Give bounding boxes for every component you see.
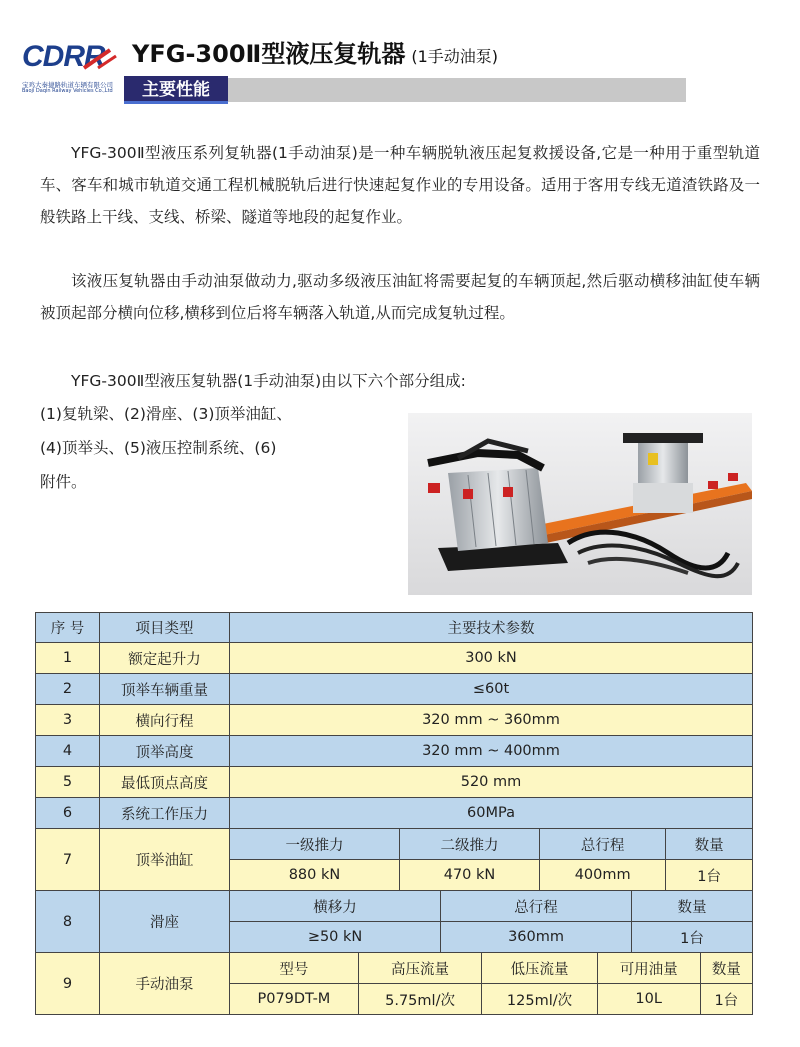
product-photo [408,413,752,595]
table-row-7-header [36,829,753,860]
parts-line-3: 附件。 [40,473,87,491]
logo-text: CDRR [22,40,105,73]
section-label: 主要性能 [124,76,228,104]
sub-value: 1台 [666,860,753,891]
sub-header: 横移力 [230,891,441,922]
page-title-sub: (1手动油泵) [411,47,499,66]
spec-table [35,612,753,1015]
table-header-row [36,613,753,643]
sub-value: 470 kN [399,860,539,891]
sub-value: 1台 [632,922,753,953]
row-no: 5 [36,767,100,798]
sub-header: 二级推力 [399,829,539,860]
row-no: 2 [36,674,100,705]
logo-subtitle-en: Baoji Daqin Railway Vehicles Co.,Ltd [22,88,113,94]
table-row [36,798,753,829]
sub-header: 数量 [666,829,753,860]
intro-paragraph: YFG-300Ⅱ型液压系列复轨器(1手动油泵)是一种车辆脱轨液压起复救援设备,它是一种用于重型轨道车、客车和城市轨道交通工程机械脱轨后进行快速起复作业的专用设备。适用于客用专线无道渣铁路及一般铁路上干线、支线、桥梁、隧道等地段的起复作业。 [40,144,760,226]
row-no: 4 [36,736,100,767]
sub-value: 10L [597,984,700,1015]
row-value: 320 mm ~ 360mm [230,705,753,736]
table-row [36,674,753,705]
row-item: 手动油泵 [100,953,230,1015]
row-no: 6 [36,798,100,829]
sub-header: 高压流量 [358,953,482,984]
sub-header: 一级推力 [230,829,400,860]
row-no: 7 [36,829,100,891]
row-item: 系统工作压力 [100,798,230,829]
parts-list [40,397,410,499]
product-illustration [408,413,752,595]
table-row-8-header [36,891,753,922]
sub-header: 低压流量 [482,953,597,984]
sub-header: 总行程 [540,829,666,860]
header-param: 主要技术参数 [230,613,753,643]
sub-header: 可用油量 [597,953,700,984]
table-row [36,643,753,674]
row-value: 60MPa [230,798,753,829]
sub-value: ≥50 kN [230,922,441,953]
sub-value: 125ml/次 [482,984,597,1015]
sub-value: 5.75ml/次 [358,984,482,1015]
sub-header: 型号 [230,953,359,984]
table-row [36,705,753,736]
table-row [36,767,753,798]
row-value: ≤60t [230,674,753,705]
row-no: 9 [36,953,100,1015]
sub-value: 1台 [700,984,752,1015]
sub-value: 400mm [540,860,666,891]
sub-value: 880 kN [230,860,400,891]
sub-header: 数量 [700,953,752,984]
row-item: 顶举车辆重量 [100,674,230,705]
row-item: 顶举高度 [100,736,230,767]
company-logo [22,40,122,96]
header-no: 序 号 [36,613,100,643]
table-row [36,736,753,767]
sub-header: 数量 [632,891,753,922]
page-title-main: YFG-300Ⅱ型液压复轨器 [132,40,406,68]
row-no: 8 [36,891,100,953]
parts-line-2: (4)顶举头、(5)液压控制系统、(6) [40,439,277,457]
row-item: 最低顶点高度 [100,767,230,798]
row-item: 额定起升力 [100,643,230,674]
components-intro: YFG-300Ⅱ型液压复轨器(1手动油泵)由以下六个部分组成: [71,372,466,390]
row-no: 1 [36,643,100,674]
sub-value: 360mm [441,922,632,953]
row-value: 300 kN [230,643,753,674]
row-item: 顶举油缸 [100,829,230,891]
row-value: 520 mm [230,767,753,798]
sub-value: P079DT-M [230,984,359,1015]
row-item: 滑座 [100,891,230,953]
logo-subtitle-cn: 宝鸡大秦捷路轨道车辆有限公司 [22,81,113,89]
row-no: 3 [36,705,100,736]
page-title [132,34,498,69]
sub-header: 总行程 [441,891,632,922]
row-item: 横向行程 [100,705,230,736]
table-row-9-header [36,953,753,984]
working-paragraph: 该液压复轨器由手动油泵做动力,驱动多级液压油缸将需要起复的车辆顶起,然后驱动横移油缸使车辆被顶起部分横向位移,横移到位后将车辆落入轨道,从而完成复轨过程。 [40,272,760,322]
header-item: 项目类型 [100,613,230,643]
logo-rail-icon [80,46,118,72]
row-value: 320 mm ~ 400mm [230,736,753,767]
parts-line-1: (1)复轨梁、(2)滑座、(3)顶举油缸、 [40,405,292,423]
